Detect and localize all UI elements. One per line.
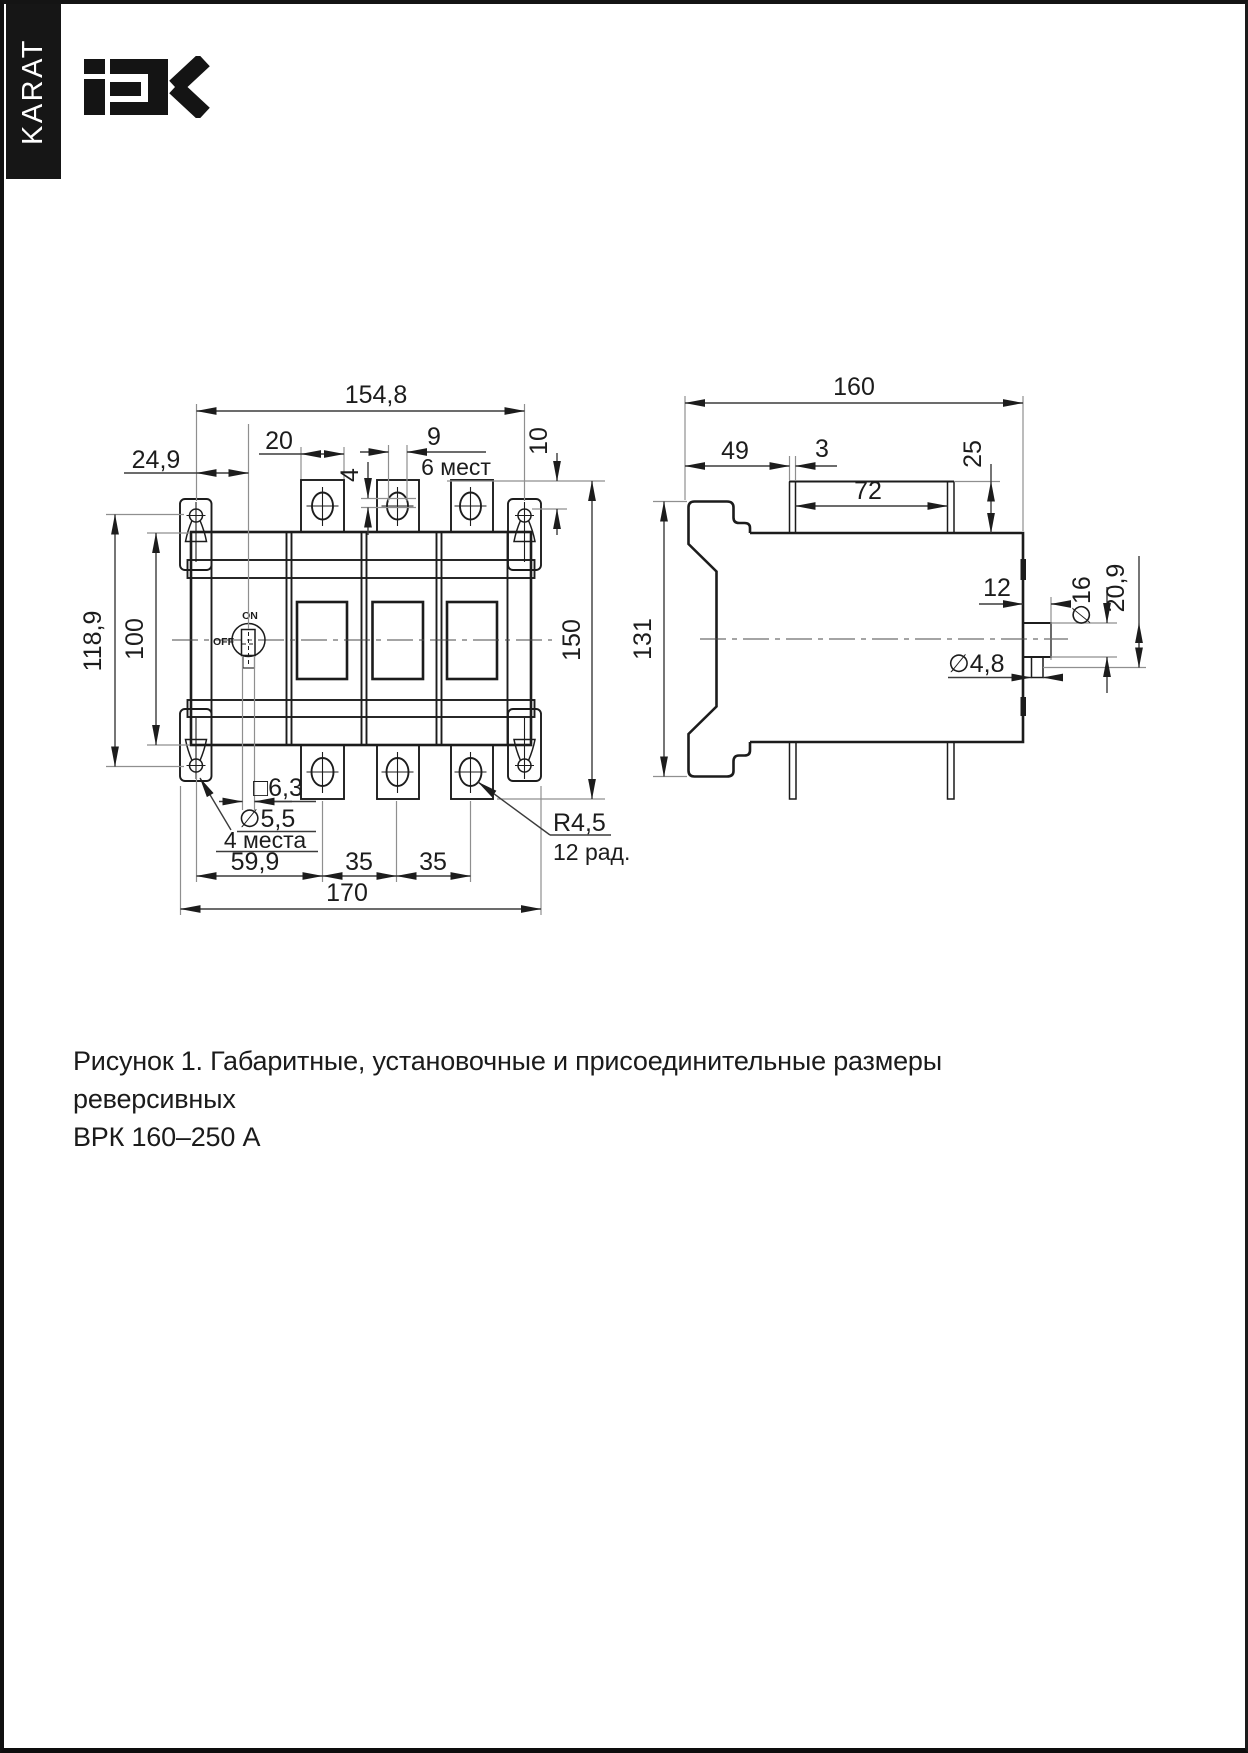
dim-shaft-length: 12	[983, 574, 1011, 602]
dim-pin-dia: ∅4,8	[948, 650, 1005, 678]
front-dimension-lines	[115, 411, 611, 909]
dimensional-drawing	[4, 4, 1248, 1753]
dim-body-height: 100	[121, 618, 149, 660]
side-dimension-labels	[629, 373, 1130, 678]
side-view	[629, 373, 1146, 799]
dim-slot-places: 6 мест	[421, 454, 491, 480]
switch-off-label: OFF	[213, 636, 234, 648]
dim-span-left: 59,9	[230, 848, 280, 876]
dim-slot-length: 9	[427, 423, 441, 451]
dim-plate-thickness: 3	[815, 435, 829, 463]
dim-overall-height: 150	[558, 619, 586, 661]
dim-handle-offset: 24,9	[131, 446, 181, 474]
dim-shaft-offset: 20,9	[1102, 563, 1130, 613]
dim-span-right: 35	[419, 848, 447, 876]
figure-caption-line2: ВРК 160–250 А	[73, 1122, 261, 1152]
dim-overall-depth: 160	[833, 373, 875, 401]
dim-bracket-height: 131	[629, 618, 657, 660]
dim-corner-radius: R4,5	[553, 809, 606, 837]
series-label: KARAT	[17, 37, 50, 146]
side-view-outline	[689, 482, 1069, 800]
figure-caption-line1: Рисунок 1. Габаритные, установочные и присоединительные размеры реверсивных	[73, 1046, 942, 1114]
dim-radius-places: 12 рад.	[553, 839, 631, 865]
dim-front-offset: 49	[721, 437, 749, 465]
dim-mounting-height: 118,9	[79, 610, 107, 672]
dim-handle-square: □6,3	[253, 774, 303, 802]
dim-mount-hole-dia: ∅5,5	[238, 805, 296, 833]
figure-caption	[73, 1042, 1103, 1156]
dim-pad-width: 20	[265, 427, 293, 455]
edge-tab	[1021, 697, 1027, 716]
switch-on-label: ON	[242, 610, 258, 622]
dim-total-width: 170	[326, 879, 368, 907]
front-view	[79, 381, 630, 915]
bottom-pins	[790, 742, 955, 799]
dim-span-mid: 35	[345, 848, 373, 876]
shaft-pin	[1032, 657, 1044, 678]
front-dimension-labels	[79, 381, 630, 907]
dim-terminal-depth: 72	[854, 477, 882, 505]
dim-terminal-height: 25	[959, 440, 987, 468]
dim-top-hole-offset: 10	[525, 427, 553, 455]
dim-mount-hole-places: 4 места	[223, 827, 307, 853]
edge-tab	[1021, 559, 1027, 580]
dim-shaft-dia: ∅16	[1068, 576, 1096, 626]
switch-handle	[213, 610, 265, 668]
handle-shaft	[1023, 623, 1051, 657]
dim-slot-width: 4	[336, 468, 364, 482]
dim-overall-width: 154,8	[344, 381, 408, 409]
